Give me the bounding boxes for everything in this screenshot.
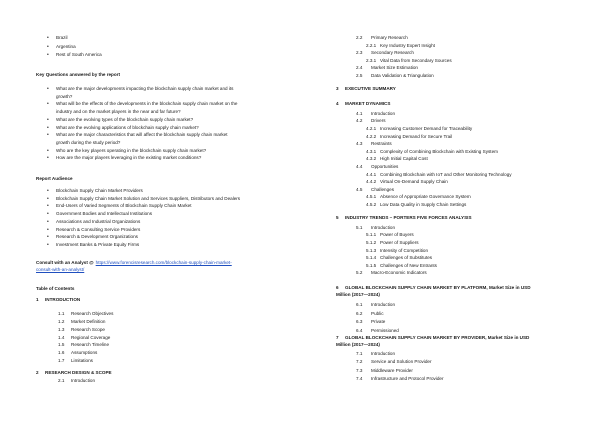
toc-number: 7.4 [356, 376, 363, 382]
toc-number: 1.6 [58, 350, 65, 356]
toc-number: 4.2.2 [366, 133, 377, 139]
toc-title: Limitations [71, 358, 93, 364]
key-question-item: growth during the study period? [56, 139, 121, 145]
toc-title: Service and Solution Provider [371, 359, 432, 365]
audience-item: • Government Bodies and Intellectual Institutions [56, 211, 152, 217]
toc-title: Research Objectives [71, 311, 114, 316]
key-question-item: • Who are the key players operating in the blockchain supply chain market? [56, 148, 206, 154]
toc-number: 1.4 [58, 334, 65, 340]
toc-title: Restraints [371, 141, 392, 147]
audience-item: • Research & Consulting Service Providers [56, 227, 140, 233]
toc-number: 5.1.4 [366, 255, 377, 261]
toc-title: Regional Coverage [71, 334, 111, 340]
toc-number: 5.1 [356, 224, 363, 230]
toc-title: INDUSTRY TRENDS – PORTERS FIVE FORCES ANALYSIS [345, 215, 472, 221]
toc-title: Public [371, 310, 384, 316]
toc-number: 2.2.1 [366, 42, 377, 48]
toc-title: Market Definition [71, 318, 106, 324]
toc-number: 7.1 [356, 351, 363, 356]
toc-number: 7 [336, 335, 339, 340]
toc-title: Private [371, 319, 386, 325]
toc-number: 1.1 [58, 311, 65, 316]
toc-title: Key Industry Expert Insight [380, 42, 435, 48]
toc-number: 1 [36, 297, 39, 302]
toc-title: Introduction [371, 224, 396, 230]
toc-number: 4.4 [356, 164, 363, 169]
report-audience-heading: Report Audience [36, 176, 73, 181]
toc-title: Research Scope [71, 326, 105, 332]
toc-title: Virtual On-Demand Supply Chain [380, 179, 448, 185]
toc-title: Introduction [371, 110, 396, 116]
toc-title: Low Data Quality in Supply Chain Settings [380, 202, 467, 207]
toc-number: 2.2 [356, 35, 363, 40]
country-item: • Argentina [56, 44, 76, 50]
toc-title: Absence of Appropriate Governance System [380, 194, 471, 200]
toc-section-heading [336, 335, 530, 341]
toc-number: 5.2 [356, 270, 363, 276]
toc-number: 4.4.1 [366, 171, 377, 177]
toc-title: Data Validation & Triangulation [371, 73, 434, 78]
toc-number: 2 [36, 370, 39, 375]
toc-number: 2.1 [58, 378, 65, 383]
consult-link-continued[interactable]: consult-with-an-analyst/ [36, 267, 85, 272]
toc-title-continued: Million (2017—2024) [336, 292, 380, 297]
toc-title-continued: Million (2017—2024) [336, 342, 380, 347]
key-question-item: • What are the major developments impacting the blockchain supply chain market and its [56, 86, 233, 92]
country-item: • Rest of South America [56, 52, 102, 58]
toc-number: 4.1 [356, 110, 363, 116]
toc-title: INTRODUCTION [45, 297, 81, 302]
consult-label: Consult with an Analyst @ [36, 260, 94, 265]
toc-number: 4.5.2 [366, 202, 377, 207]
toc-title: Infrastructure and Protocol Provider [371, 376, 444, 382]
toc-number: 6.4 [356, 327, 363, 333]
country-item: • Brazil [56, 35, 68, 41]
toc-number: 4.3.1 [366, 148, 377, 154]
toc-title: Secondary Research [371, 50, 414, 56]
toc-number: 2.5 [356, 73, 363, 78]
toc-title: Market Size Estimation [371, 65, 418, 71]
audience-item: • Associations and Industrial Organizations [56, 219, 140, 225]
toc-title: Combining Blockchain with IoT and Other Monitoring Technology [380, 171, 512, 177]
toc-title: GLOBAL BLOCKCHAIN SUPPLY CHAIN MARKET BY PLATFORM, Market Size in USD [345, 285, 531, 290]
toc-title: EXECUTIVE SUMMARY [345, 86, 396, 92]
audience-item: • End-Users of Varied Segments of Blockchain Supply Chain Market [56, 203, 192, 209]
toc-number: 6.2 [356, 310, 363, 316]
toc-number: 6.3 [356, 319, 363, 325]
toc-number: 1.5 [58, 342, 65, 348]
toc-title: High Initial Capital Cost [380, 156, 428, 162]
key-question-item: • How are the major players leveraging in the existing market conditions? [56, 155, 201, 161]
toc-number: 5.1.5 [366, 262, 377, 268]
toc-title: Primary Research [371, 35, 408, 40]
toc-title: Introduction [371, 302, 396, 307]
key-question-item: • What are the evolving applications of blockchain supply chain market? [56, 125, 199, 131]
toc-number: 2.4 [356, 65, 363, 71]
toc-title: MARKET DYNAMICS [345, 101, 391, 107]
toc-section-heading [336, 285, 531, 291]
toc-number: 4.2.1 [366, 126, 377, 131]
key-question-item: • What will be the effects of the developments in the blockchain supply chain market on the [56, 101, 237, 107]
table-of-contents-heading: Table of Contents [36, 286, 75, 291]
toc-title: Increasing Demand for Secure Trail [380, 133, 453, 139]
toc-title: Power of Buyers [380, 232, 414, 238]
toc-number: 5.1.2 [366, 239, 377, 245]
toc-number: 6.1 [356, 302, 363, 307]
toc-title: Challenges [371, 186, 394, 192]
key-question-item: growth? [56, 93, 73, 99]
key-question-item: industry and on the market players in the near and far future? [56, 109, 181, 115]
toc-title: Assumptions [71, 350, 98, 356]
audience-item: • Investment Banks & Private Equity Firms [56, 242, 139, 248]
audience-item: • Research & Development Organizations [56, 234, 138, 240]
toc-title: Middleware Provider [371, 367, 413, 373]
toc-title: Power of Suppliers [380, 239, 419, 245]
toc-title: GLOBAL BLOCKCHAIN SUPPLY CHAIN MARKET BY PROVIDER, Market Size in USD [345, 335, 530, 340]
key-question-item: • What are the major characteristics that will affect the blockchain supply chain market [56, 132, 228, 138]
key-questions-heading: Key Questions answered by the report [36, 72, 120, 77]
toc-number: 2.3.1 [366, 57, 377, 63]
toc-title: Increasing Customer Demand for Traceability [380, 126, 473, 131]
toc-number: 4 [336, 101, 339, 107]
toc-number: 4.3.2 [366, 156, 377, 162]
consult-link[interactable]: https://www.forencisresearch.com/blockchain-supply-chain-market- [95, 260, 232, 265]
toc-number: 5 [336, 215, 339, 221]
toc-number: 2.3 [356, 50, 363, 56]
toc-number: 4.3 [356, 141, 363, 147]
toc-title: Introduction [71, 378, 96, 383]
toc-title: Research Timeline [71, 342, 110, 348]
toc-number: 1.7 [58, 358, 65, 364]
toc-number: 5.1.3 [366, 247, 377, 253]
toc-number: 4.4.2 [366, 179, 377, 185]
toc-number: 4.2 [356, 118, 363, 124]
toc-title: Intensity of Competition [380, 247, 429, 253]
toc-title: Complexity of Combining Blockchain with Existing System [380, 148, 498, 154]
toc-number: 3 [336, 86, 339, 92]
toc-number: 7.3 [356, 367, 363, 373]
toc-title: Vital Data from Secondary Sources [380, 57, 452, 63]
toc-title: Permissioned [371, 327, 399, 333]
key-question-item: • What are the evolving types of the blockchain supply chain market? [56, 117, 193, 123]
toc-title: Macro-Economic Indicators [371, 270, 427, 276]
toc-title: Challenges of Substitutes [380, 255, 433, 261]
toc-title: RESEARCH DESIGN & SCOPE [45, 370, 112, 375]
audience-item: • Blockchain Supply Chain Market Solution and Services Suppliers, Distributors and Dealers [56, 196, 240, 202]
toc-title: Challenges of New Entrants [380, 262, 437, 268]
toc-title: Drivers [371, 118, 386, 124]
toc-number: 4.5 [356, 186, 363, 192]
audience-item: • Blockchain Supply Chain Market Providers [56, 188, 143, 194]
toc-title: Introduction [371, 351, 396, 356]
toc-number: 1.3 [58, 326, 65, 332]
toc-number: 7.2 [356, 359, 363, 365]
toc-number: 1.2 [58, 318, 65, 324]
toc-number: 6 [336, 285, 339, 290]
toc-title: Opportunities [371, 164, 399, 169]
toc-number: 5.1.1 [366, 232, 377, 238]
toc-number: 4.5.1 [366, 194, 377, 200]
consult-line [36, 260, 232, 266]
